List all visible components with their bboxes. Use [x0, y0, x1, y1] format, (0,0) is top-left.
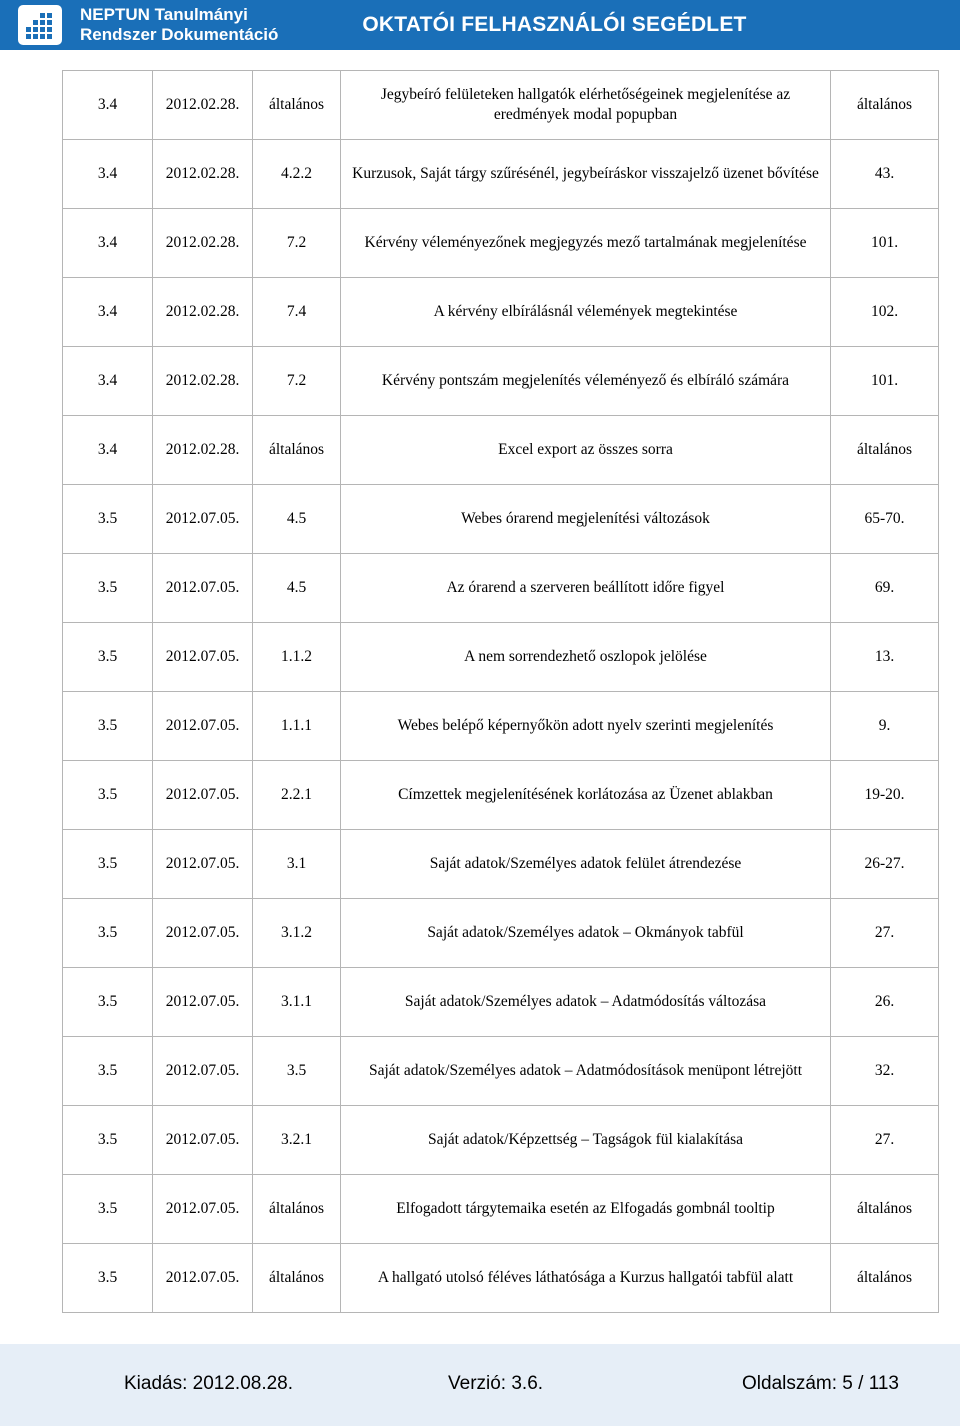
page-number: Oldalszám: 5 / 113	[742, 1373, 900, 1394]
cell-version: 3.4	[63, 71, 153, 140]
cell-version: 3.4	[63, 416, 153, 485]
cell-section: általános	[253, 416, 341, 485]
cell-description: Webes órarend megjelenítési változások	[341, 485, 831, 554]
version-number: Verzió: 3.6.	[448, 1373, 544, 1394]
table-row	[63, 140, 939, 209]
cell-version: 3.4	[63, 347, 153, 416]
cell-description: Excel export az összes sorra	[341, 416, 831, 485]
cell-description: Saját adatok/Személyes adatok – Adatmódosítás változása	[341, 968, 831, 1037]
cell-version: 3.5	[63, 1106, 153, 1175]
table-row	[63, 968, 939, 1037]
cell-page: 69.	[831, 554, 939, 623]
neptun-grid-logo-icon	[18, 5, 62, 45]
cell-page: 43.	[831, 140, 939, 209]
cell-version: 3.5	[63, 1037, 153, 1106]
cell-description: Saját adatok/Képzettség – Tagságok fül kialakítása	[341, 1106, 831, 1175]
cell-version: 3.5	[63, 485, 153, 554]
cell-page: általános	[831, 71, 939, 140]
cell-date: 2012.02.28.	[153, 416, 253, 485]
cell-section: 4.5	[253, 485, 341, 554]
cell-page: 65-70.	[831, 485, 939, 554]
cell-date: 2012.02.28.	[153, 347, 253, 416]
cell-date: 2012.07.05.	[153, 485, 253, 554]
brand-line-2: Rendszer Dokumentáció	[80, 25, 279, 44]
cell-description: A kérvény elbírálásnál vélemények megtekintése	[341, 278, 831, 347]
cell-version: 3.5	[63, 899, 153, 968]
cell-description: Kérvény pontszám megjelenítés véleményező és elbíráló számára	[341, 347, 831, 416]
cell-page: 26-27.	[831, 830, 939, 899]
cell-page: 19-20.	[831, 761, 939, 830]
change-log-table	[62, 70, 939, 1313]
cell-date: 2012.07.05.	[153, 1037, 253, 1106]
cell-page: általános	[831, 416, 939, 485]
page-header	[0, 0, 960, 50]
cell-version: 3.5	[63, 830, 153, 899]
cell-page: 27.	[831, 899, 939, 968]
cell-date: 2012.02.28.	[153, 140, 253, 209]
cell-section: 7.2	[253, 209, 341, 278]
cell-section: 3.5	[253, 1037, 341, 1106]
cell-date: 2012.07.05.	[153, 761, 253, 830]
cell-section: 1.1.1	[253, 692, 341, 761]
cell-section: 7.2	[253, 347, 341, 416]
brand-line-1: NEPTUN Tanulmányi	[80, 5, 248, 24]
cell-version: 3.5	[63, 1244, 153, 1313]
table-row	[63, 623, 939, 692]
cell-date: 2012.07.05.	[153, 623, 253, 692]
cell-date: 2012.07.05.	[153, 554, 253, 623]
cell-date: 2012.02.28.	[153, 209, 253, 278]
cell-description: A nem sorrendezhető oszlopok jelölése	[341, 623, 831, 692]
cell-version: 3.5	[63, 623, 153, 692]
cell-description: Kurzusok, Saját tárgy szűrésénél, jegybeíráskor visszajelző üzenet bővítése	[341, 140, 831, 209]
cell-description: Jegybeíró felületeken hallgatók elérhetőségeinek megjelenítése az eredmények modal popupban	[341, 71, 831, 140]
change-log-table-wrapper	[62, 70, 938, 1313]
cell-version: 3.4	[63, 278, 153, 347]
table-row	[63, 416, 939, 485]
cell-description: Címzettek megjelenítésének korlátozása az Üzenet ablakban	[341, 761, 831, 830]
cell-description: Az órarend a szerveren beállított időre figyel	[341, 554, 831, 623]
table-row	[63, 71, 939, 140]
cell-section: 4.2.2	[253, 140, 341, 209]
cell-version: 3.5	[63, 554, 153, 623]
cell-date: 2012.02.28.	[153, 278, 253, 347]
cell-section: általános	[253, 1175, 341, 1244]
cell-description: Saját adatok/Személyes adatok felület átrendezése	[341, 830, 831, 899]
table-row	[63, 692, 939, 761]
cell-page: 26.	[831, 968, 939, 1037]
cell-description: Kérvény véleményezőnek megjegyzés mező tartalmának megjelenítése	[341, 209, 831, 278]
table-row	[63, 209, 939, 278]
cell-description: Elfogadott tárgytemaika esetén az Elfogadás gombnál tooltip	[341, 1175, 831, 1244]
cell-page: 13.	[831, 623, 939, 692]
cell-page: általános	[831, 1175, 939, 1244]
cell-date: 2012.07.05.	[153, 1106, 253, 1175]
cell-page: 32.	[831, 1037, 939, 1106]
cell-page: 102.	[831, 278, 939, 347]
table-row	[63, 899, 939, 968]
cell-section: általános	[253, 1244, 341, 1313]
cell-date: 2012.07.05.	[153, 830, 253, 899]
cell-date: 2012.07.05.	[153, 1244, 253, 1313]
document-title: OKTATÓI FELHASZNÁLÓI SEGÉDLET	[362, 13, 747, 36]
brand-name	[80, 5, 278, 45]
cell-version: 3.4	[63, 140, 153, 209]
cell-description: Webes belépő képernyőkön adott nyelv szerinti megjelenítés	[341, 692, 831, 761]
cell-section: 7.4	[253, 278, 341, 347]
cell-description: Saját adatok/Személyes adatok – Okmányok tabfül	[341, 899, 831, 968]
cell-section: 1.1.2	[253, 623, 341, 692]
table-row	[63, 830, 939, 899]
table-row	[63, 1244, 939, 1313]
table-row	[63, 1037, 939, 1106]
table-row	[63, 278, 939, 347]
cell-date: 2012.07.05.	[153, 899, 253, 968]
cell-section: 3.2.1	[253, 1106, 341, 1175]
cell-page: általános	[831, 1244, 939, 1313]
cell-version: 3.5	[63, 692, 153, 761]
cell-page: 101.	[831, 209, 939, 278]
cell-section: 3.1.2	[253, 899, 341, 968]
cell-date: 2012.07.05.	[153, 968, 253, 1037]
page-footer	[0, 1373, 960, 1399]
cell-date: 2012.07.05.	[153, 1175, 253, 1244]
cell-section: 2.2.1	[253, 761, 341, 830]
table-row	[63, 554, 939, 623]
cell-description: A hallgató utolsó féléves láthatósága a Kurzus hallgatói tabfül alatt	[341, 1244, 831, 1313]
table-row	[63, 1106, 939, 1175]
issue-date: Kiadás: 2012.08.28.	[124, 1373, 294, 1394]
cell-page: 101.	[831, 347, 939, 416]
cell-date: 2012.02.28.	[153, 71, 253, 140]
cell-section: 3.1	[253, 830, 341, 899]
cell-description: Saját adatok/Személyes adatok – Adatmódosítások menüpont létrejött	[341, 1037, 831, 1106]
cell-page: 27.	[831, 1106, 939, 1175]
table-row	[63, 1175, 939, 1244]
cell-section: 3.1.1	[253, 968, 341, 1037]
cell-version: 3.5	[63, 1175, 153, 1244]
cell-date: 2012.07.05.	[153, 692, 253, 761]
cell-page: 9.	[831, 692, 939, 761]
table-row	[63, 485, 939, 554]
cell-version: 3.5	[63, 968, 153, 1037]
cell-section: 4.5	[253, 554, 341, 623]
cell-section: általános	[253, 71, 341, 140]
table-row	[63, 347, 939, 416]
cell-version: 3.5	[63, 761, 153, 830]
cell-version: 3.4	[63, 209, 153, 278]
table-row	[63, 761, 939, 830]
